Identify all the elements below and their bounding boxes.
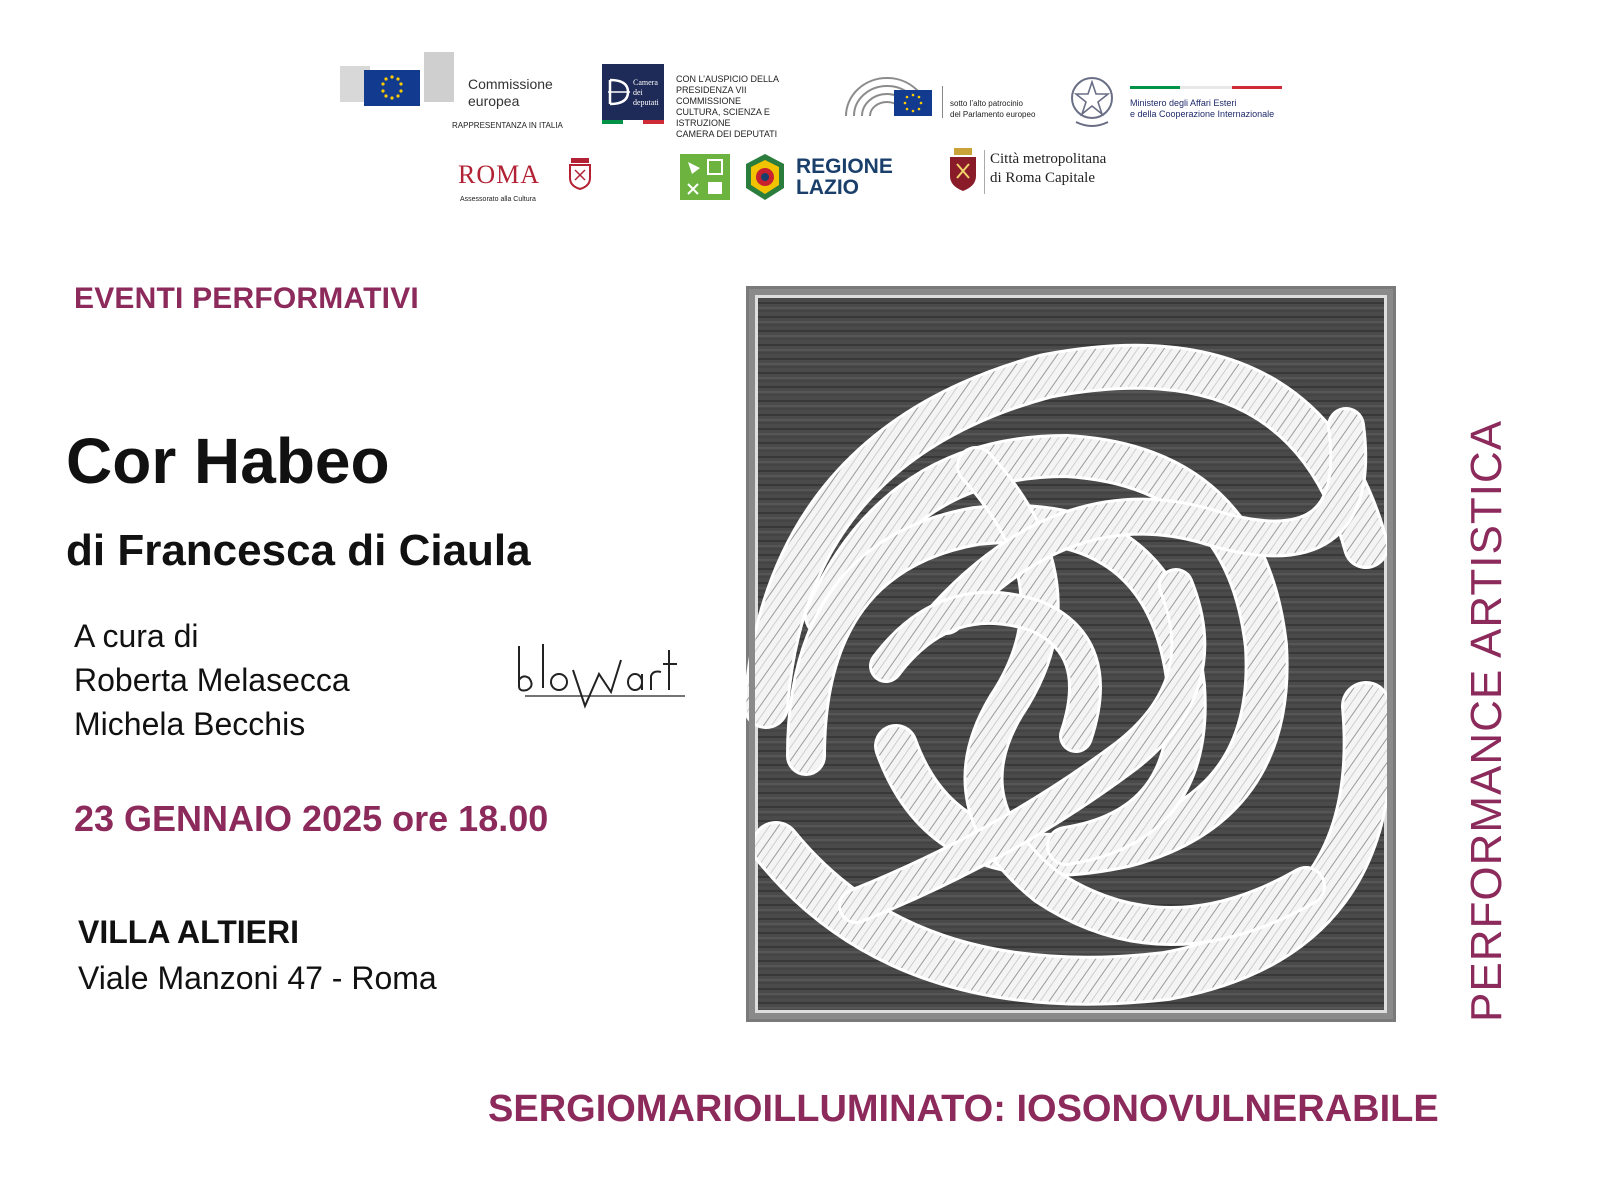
vertical-label: PERFORMANCE ARTISTICA	[1462, 419, 1511, 1022]
camera-badge-text: Camera dei deputati	[633, 78, 659, 107]
eu-flag-icon	[894, 90, 932, 116]
footer-title: SERGIOMARIOILLUMINATO: IOSONOVULNERABILE	[488, 1088, 1439, 1130]
citta-shield-icon	[948, 148, 978, 192]
assessorato-caption: Assessorato alla Cultura	[460, 196, 536, 203]
camera-emblem-icon	[606, 76, 632, 108]
curators-intro: A cura di	[74, 618, 199, 654]
camera-deputati-logo	[602, 64, 812, 139]
camera-badge	[602, 64, 664, 120]
curator-name: Roberta Melasecca	[74, 662, 350, 698]
regione-lazio-logo	[680, 152, 900, 206]
rope-illustration	[746, 286, 1396, 1022]
green-logo-icon	[680, 154, 730, 200]
blowart-wordmark-icon	[515, 640, 685, 720]
logo-bar	[0, 0, 1600, 215]
parlamento-text: sotto l’alto patrocinio del Parlamento europeo	[950, 99, 1036, 119]
ministero-esteri-logo	[1068, 72, 1298, 134]
commissione-label: Commissione europea	[468, 76, 553, 109]
curator-name: Michela Becchis	[74, 706, 306, 742]
event-date: 23 GENNAIO 2025 ore 18.00	[74, 798, 549, 839]
commissione-europea-logo	[340, 52, 580, 132]
venue-address: Viale Manzoni 47 - Roma	[78, 960, 437, 996]
roma-shield-icon	[568, 158, 592, 190]
italian-flag-stripe	[602, 120, 664, 124]
camera-auspicio-text: CON L’AUSPICIO DELLA PRESIDENZA VII COMMISSIONE CULTURA, SCIENZA E ISTRUZIONE CAMERA DEI DEPUTATI	[676, 74, 780, 139]
ministero-text: Ministero degli Affari Esteri e della Cooperazione Internazionale	[1130, 98, 1275, 119]
blowart-logo	[515, 640, 685, 720]
event-title: Cor Habeo	[66, 425, 390, 497]
roma-wordmark: ROMA	[458, 160, 541, 189]
section-label: EVENTI PERFORMATIVI	[74, 282, 419, 315]
regione-lazio-text: REGIONE LAZIO	[796, 155, 893, 199]
eu-building-icon	[340, 52, 456, 110]
citta-text: Città metropolitana di Roma Capitale	[990, 151, 1107, 186]
lazio-coat-icon	[742, 152, 788, 202]
event-subtitle: di Francesca di Ciaula	[66, 526, 531, 575]
italian-emblem-icon	[1068, 72, 1116, 130]
citta-metropolitana-logo	[948, 146, 1138, 202]
parlamento-europeo-logo	[842, 68, 1052, 128]
venue-name: VILLA ALTIERI	[78, 914, 300, 950]
curators-block	[74, 614, 350, 746]
ministero-flag-line	[1130, 86, 1282, 89]
rappresentanza-caption: RAPPRESENTANZA IN ITALIA	[452, 121, 563, 130]
rope-artwork	[746, 286, 1396, 1022]
green-square-logo	[680, 154, 730, 200]
roma-cultura-logo	[458, 156, 598, 206]
